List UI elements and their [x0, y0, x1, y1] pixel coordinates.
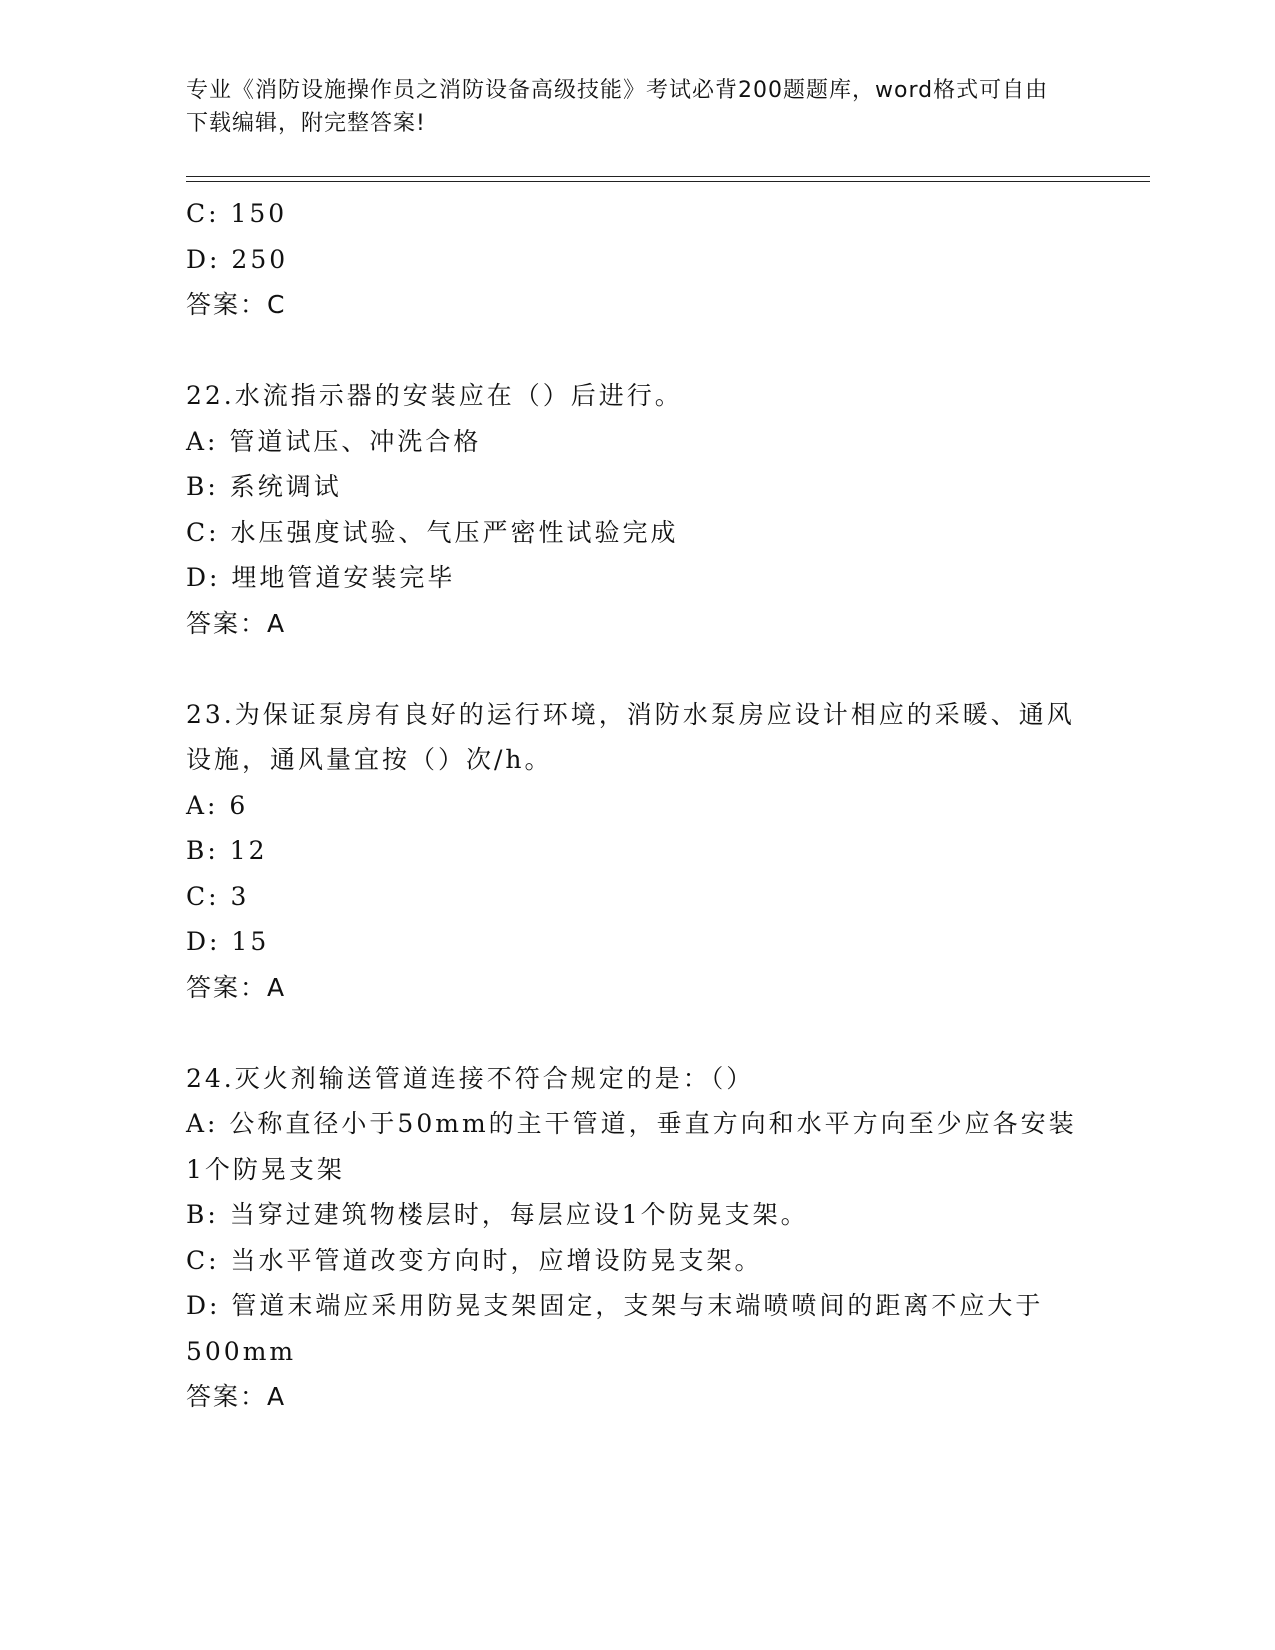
option-c: C: 水压强度试验、气压严密性试验完成: [186, 517, 679, 547]
option-d: D: 250: [186, 244, 289, 274]
option-a: A: 6: [186, 790, 249, 820]
question-stem: 22.水流指示器的安装应在（）后进行。: [186, 381, 683, 410]
prev-question-tail: [186, 191, 1086, 328]
option-d: D: 15: [186, 927, 270, 956]
document-header: 专业《消防设施操作员之消防设备高级技能》考试必背200题题库，word格式可自由下载编辑，附完整答案!: [186, 78, 1049, 136]
question-list: [186, 191, 1086, 1420]
question-stem: 24.灭火剂输送管道连接不符合规定的是：（）: [186, 1063, 755, 1093]
header-rule-top: [186, 176, 1150, 177]
answer-line: 答案：A: [186, 608, 287, 638]
option-b: B: 12: [186, 836, 268, 865]
answer-line: 答案：C: [186, 290, 287, 319]
option-d: D: 埋地管道安装完毕: [186, 563, 456, 592]
option-d: D: 管道末端应采用防晃支架固定，支架与末端喷喷间的距离不应大于500mm: [186, 1291, 1044, 1366]
option-b: B: 系统调试: [186, 472, 342, 501]
option-b: B: 当穿过建筑物楼层时，每层应设1个防晃支架。: [186, 1200, 809, 1229]
option-c: C: 150: [186, 199, 288, 228]
question-stem: 23.为保证泵房有良好的运行环境，消防水泵房应设计相应的采暖、通风设施，通风量宜按（）次/h。: [186, 699, 1075, 774]
header-rule-bottom: [186, 181, 1150, 182]
option-a: A: 管道试压、冲洗合格: [186, 426, 482, 456]
option-c: C: 当水平管道改变方向时，应增设防晃支架。: [186, 1245, 763, 1275]
question-24: [186, 1056, 1086, 1420]
option-a: A: 公称直径小于50mm的主干管道，垂直方向和水平方向至少应各安装1个防晃支架: [186, 1109, 1077, 1184]
answer-line: 答案：A: [186, 972, 287, 1002]
option-c: C: 3: [186, 881, 250, 911]
answer-line: 答案：A: [186, 1382, 287, 1411]
question-22: [186, 373, 1086, 646]
question-23: [186, 692, 1086, 1011]
